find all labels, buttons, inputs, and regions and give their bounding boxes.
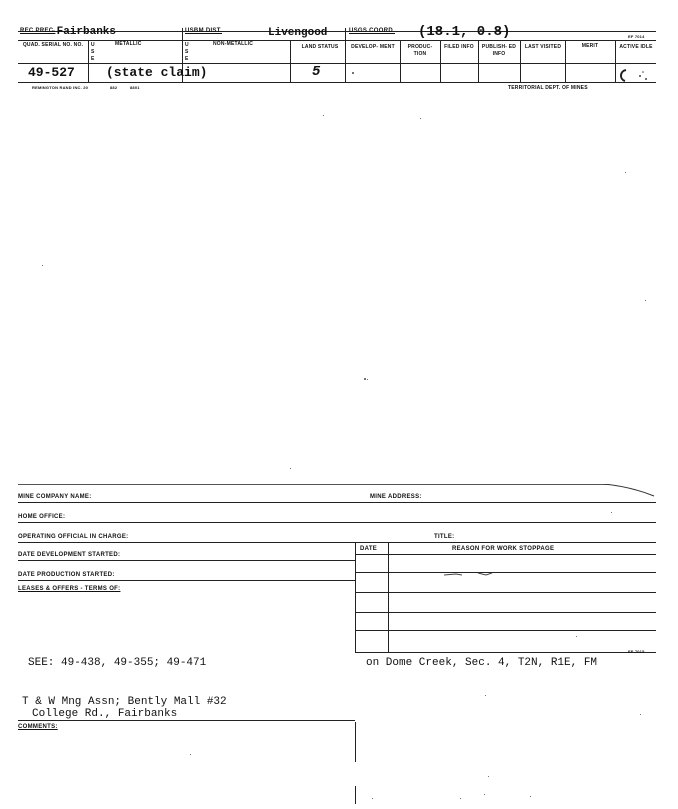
col-non-metallic: NON-METALLIC: [213, 41, 254, 47]
record-land-status: 5: [312, 64, 321, 80]
col-use-2: U S E: [185, 42, 189, 62]
printer-num2: 8801: [130, 85, 140, 90]
operating-official-label: OPERATING OFFICIAL IN CHARGE:: [18, 534, 129, 540]
rec-prec-value: -Fairbanks: [50, 26, 117, 38]
col-use-1: U S E: [91, 42, 95, 62]
mine-address-label: MINE ADDRESS:: [370, 494, 422, 500]
owner-line-1: T & W Mng Assn; Bently Mall #32: [22, 696, 227, 708]
location-text: on Dome Creek, Sec. 4, T2N, R1E, FM: [366, 657, 598, 669]
card-edge-curve: [604, 484, 656, 498]
active-idle-mark: [618, 67, 654, 83]
comments-label: COMMENTS:: [18, 724, 58, 730]
see-refs: SEE: 49-438, 49-355; 49-471: [28, 657, 207, 669]
date-dev-label: DATE DEVELOPMENT STARTED:: [18, 552, 121, 558]
date-prod-label: DATE PRODUCTION STARTED:: [18, 572, 115, 578]
usgs-coord-value: (18.1, 0.8): [418, 24, 511, 40]
usbm-dist-value: Livengood: [268, 27, 328, 39]
record-metallic: (state claim): [106, 65, 208, 80]
col-published-info: PUBLISH- ED INFO: [481, 44, 517, 57]
home-office-label: HOME OFFICE:: [18, 514, 66, 520]
stoppage-scribble: [444, 572, 496, 578]
usgs-coord-label: USGS COORD.: [349, 28, 395, 34]
col-active-idle: ACTIVE IDLE: [619, 44, 653, 50]
printer-num1: 882: [110, 85, 118, 90]
record-serial: 49-527: [28, 65, 75, 80]
col-land-status: LAND STATUS: [301, 44, 339, 50]
mine-company-label: MINE COMPANY NAME:: [18, 494, 92, 500]
col-quad-serial: QUAD. SERIAL NO. NO.: [22, 42, 84, 48]
col-merit: MERIT: [581, 43, 599, 49]
form-code-top: EF 7014: [628, 34, 645, 39]
col-production: PRODUC- TION: [407, 44, 433, 57]
reason-header: REASON FOR WORK STOPPAGE: [452, 546, 555, 552]
rec-prec-label: REC PREC.: [20, 28, 56, 34]
date-header: DATE: [360, 546, 378, 552]
form-code-bottom: EF 7015: [628, 649, 645, 654]
col-last-visited: LAST VISITED: [524, 44, 562, 50]
leases-label: LEASES & OFFERS - TERMS OF:: [18, 586, 121, 592]
col-development: DEVELOP- MENT: [351, 44, 395, 50]
title-label: TITLE:: [434, 534, 455, 540]
usbm-dist-label: USBM DIST.: [185, 28, 223, 34]
owner-line-2: College Rd., Fairbanks: [32, 708, 178, 720]
agency-label: TERRITORIAL DEPT. OF MINES: [508, 85, 588, 91]
col-filed-info: FILED INFO: [444, 44, 474, 50]
col-metallic: METALLIC: [115, 41, 142, 47]
printer-label: REMINGTON RAND INC. 20: [32, 85, 89, 90]
